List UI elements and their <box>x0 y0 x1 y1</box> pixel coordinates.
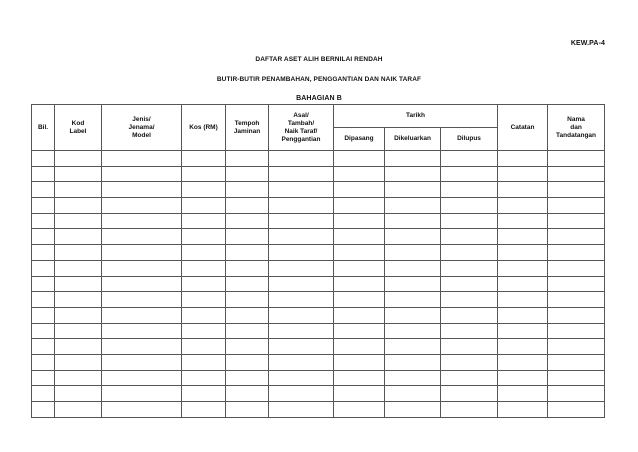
table-cell[interactable] <box>441 229 498 245</box>
table-cell[interactable] <box>385 323 441 339</box>
table-cell[interactable] <box>102 323 182 339</box>
table-cell[interactable] <box>548 370 605 386</box>
table-cell[interactable] <box>55 229 102 245</box>
table-cell[interactable] <box>385 229 441 245</box>
table-cell[interactable] <box>102 213 182 229</box>
table-cell[interactable] <box>334 292 385 308</box>
table-cell[interactable] <box>269 213 334 229</box>
table-cell[interactable] <box>182 245 226 261</box>
table-cell[interactable] <box>32 323 55 339</box>
table-cell[interactable] <box>498 386 548 402</box>
table-cell[interactable] <box>385 370 441 386</box>
table-cell[interactable] <box>334 182 385 198</box>
table-cell[interactable] <box>55 323 102 339</box>
table-cell[interactable] <box>182 354 226 370</box>
table-cell[interactable] <box>334 386 385 402</box>
table-cell[interactable] <box>385 260 441 276</box>
table-cell[interactable] <box>498 151 548 167</box>
table-cell[interactable] <box>55 166 102 182</box>
table-cell[interactable] <box>441 213 498 229</box>
table-cell[interactable] <box>182 260 226 276</box>
table-row <box>32 276 605 292</box>
table-cell[interactable] <box>385 245 441 261</box>
table-cell[interactable] <box>102 229 182 245</box>
col-header-nama: Nama dan Tandatangan <box>548 105 605 151</box>
table-cell[interactable] <box>269 229 334 245</box>
table-cell[interactable] <box>548 213 605 229</box>
table-row <box>32 370 605 386</box>
table-cell[interactable] <box>55 354 102 370</box>
table-cell[interactable] <box>55 386 102 402</box>
table-cell[interactable] <box>385 354 441 370</box>
table-cell[interactable] <box>269 370 334 386</box>
table-cell[interactable] <box>32 182 55 198</box>
table-cell[interactable] <box>548 151 605 167</box>
table-cell[interactable] <box>182 213 226 229</box>
table-cell[interactable] <box>385 386 441 402</box>
table-cell[interactable] <box>182 166 226 182</box>
table-cell[interactable] <box>498 198 548 214</box>
table-cell[interactable] <box>498 166 548 182</box>
table-cell[interactable] <box>226 402 269 418</box>
form-reference: KEW.PA-4 <box>570 40 605 47</box>
table-cell[interactable] <box>182 370 226 386</box>
col-header-asal: Asal/ Tambah/ Naik Taraf/ Penggantian <box>269 105 334 151</box>
table-cell[interactable] <box>182 198 226 214</box>
table-cell[interactable] <box>55 276 102 292</box>
col-header-tarikh: Tarikh <box>334 105 498 128</box>
table-cell[interactable] <box>32 370 55 386</box>
table-cell[interactable] <box>226 182 269 198</box>
table-cell[interactable] <box>182 307 226 323</box>
table-row <box>32 292 605 308</box>
table-cell[interactable] <box>385 151 441 167</box>
table-cell[interactable] <box>32 151 55 167</box>
table-cell[interactable] <box>102 276 182 292</box>
table-cell[interactable] <box>55 182 102 198</box>
table-cell[interactable] <box>441 151 498 167</box>
table-cell[interactable] <box>182 386 226 402</box>
table-cell[interactable] <box>385 182 441 198</box>
table-cell[interactable] <box>269 151 334 167</box>
table-cell[interactable] <box>548 354 605 370</box>
document-title: DAFTAR ASET ALIH BERNILAI RENDAH <box>255 56 383 63</box>
table-cell[interactable] <box>55 260 102 276</box>
table-cell[interactable] <box>32 245 55 261</box>
table-cell[interactable] <box>441 260 498 276</box>
table-cell[interactable] <box>498 245 548 261</box>
table-cell[interactable] <box>55 198 102 214</box>
table-cell[interactable] <box>385 402 441 418</box>
col-header-jenis: Jenis/ Jenama/ Model <box>102 105 182 151</box>
table-cell[interactable] <box>269 307 334 323</box>
table-cell[interactable] <box>498 182 548 198</box>
table-cell[interactable] <box>548 260 605 276</box>
table-row <box>32 229 605 245</box>
table-cell[interactable] <box>548 245 605 261</box>
table-cell[interactable] <box>226 354 269 370</box>
table-cell[interactable] <box>498 229 548 245</box>
table-cell[interactable] <box>55 213 102 229</box>
col-header-kod-label: Kod Label <box>55 105 102 151</box>
table-cell[interactable] <box>334 323 385 339</box>
table-cell[interactable] <box>32 292 55 308</box>
table-cell[interactable] <box>385 307 441 323</box>
table-cell[interactable] <box>441 307 498 323</box>
table-row <box>32 323 605 339</box>
table-cell[interactable] <box>334 402 385 418</box>
col-header-tempoh: Tempoh Jaminan <box>226 105 269 151</box>
table-cell[interactable] <box>182 229 226 245</box>
table-cell[interactable] <box>102 198 182 214</box>
table-cell[interactable] <box>226 166 269 182</box>
table-cell[interactable] <box>334 151 385 167</box>
table-cell[interactable] <box>226 276 269 292</box>
table-cell[interactable] <box>55 245 102 261</box>
table-cell[interactable] <box>548 323 605 339</box>
table-cell[interactable] <box>102 370 182 386</box>
table-cell[interactable] <box>269 386 334 402</box>
table-cell[interactable] <box>548 292 605 308</box>
table-row <box>32 402 605 418</box>
table-body <box>32 151 605 418</box>
table-cell[interactable] <box>182 151 226 167</box>
table-cell[interactable] <box>32 276 55 292</box>
table-cell[interactable] <box>269 292 334 308</box>
table-cell[interactable] <box>32 402 55 418</box>
table-cell[interactable] <box>32 213 55 229</box>
table-cell[interactable] <box>32 229 55 245</box>
table-cell[interactable] <box>269 182 334 198</box>
table-cell[interactable] <box>498 323 548 339</box>
table-cell[interactable] <box>32 386 55 402</box>
col-header-kos: Kos (RM) <box>182 105 226 151</box>
table-cell[interactable] <box>226 386 269 402</box>
table-row <box>32 151 605 167</box>
table-cell[interactable] <box>334 339 385 355</box>
table-cell[interactable] <box>385 198 441 214</box>
table-cell[interactable] <box>32 198 55 214</box>
table-cell[interactable] <box>441 198 498 214</box>
table-cell[interactable] <box>548 339 605 355</box>
table-cell[interactable] <box>334 260 385 276</box>
table-row <box>32 354 605 370</box>
table-cell[interactable] <box>334 276 385 292</box>
table-cell[interactable] <box>182 182 226 198</box>
table-cell[interactable] <box>102 151 182 167</box>
table-cell[interactable] <box>385 276 441 292</box>
table-cell[interactable] <box>441 245 498 261</box>
asset-register-table <box>31 104 605 418</box>
table-cell[interactable] <box>334 229 385 245</box>
table-cell[interactable] <box>498 339 548 355</box>
table-cell[interactable] <box>441 339 498 355</box>
table-cell[interactable] <box>226 370 269 386</box>
table-cell[interactable] <box>226 213 269 229</box>
table-row <box>32 198 605 214</box>
table-cell[interactable] <box>55 151 102 167</box>
table-row <box>32 386 605 402</box>
table-cell[interactable] <box>498 260 548 276</box>
table-cell[interactable] <box>548 229 605 245</box>
table-cell[interactable] <box>226 229 269 245</box>
table-cell[interactable] <box>226 307 269 323</box>
col-header-catatan: Catatan <box>498 105 548 151</box>
table-cell[interactable] <box>441 402 498 418</box>
table-cell[interactable] <box>226 292 269 308</box>
table-cell[interactable] <box>226 198 269 214</box>
table-cell[interactable] <box>548 182 605 198</box>
table-cell[interactable] <box>334 213 385 229</box>
table-cell[interactable] <box>334 354 385 370</box>
table-cell[interactable] <box>498 292 548 308</box>
table-row <box>32 307 605 323</box>
table-row <box>32 182 605 198</box>
table-cell[interactable] <box>32 354 55 370</box>
table-cell[interactable] <box>334 370 385 386</box>
table-cell[interactable] <box>334 198 385 214</box>
table-cell[interactable] <box>102 307 182 323</box>
table-cell[interactable] <box>498 354 548 370</box>
table-cell[interactable] <box>548 307 605 323</box>
table-row <box>32 339 605 355</box>
col-header-dipasang: Dipasang <box>334 128 385 151</box>
table-cell[interactable] <box>55 339 102 355</box>
table-cell[interactable] <box>269 354 334 370</box>
table-cell[interactable] <box>385 213 441 229</box>
col-header-dikeluarkan: Dikeluarkan <box>385 128 441 151</box>
table-cell[interactable] <box>548 198 605 214</box>
table-cell[interactable] <box>55 402 102 418</box>
table-row <box>32 260 605 276</box>
table-cell[interactable] <box>334 307 385 323</box>
table-cell[interactable] <box>498 213 548 229</box>
table-cell[interactable] <box>498 402 548 418</box>
table-cell[interactable] <box>548 276 605 292</box>
document-subtitle: BUTIR-BUTIR PENAMBAHAN, PENGGANTIAN DAN NAIK TARAF <box>216 76 422 83</box>
table-cell[interactable] <box>102 339 182 355</box>
table-cell[interactable] <box>102 182 182 198</box>
table-cell[interactable] <box>269 276 334 292</box>
table-cell[interactable] <box>498 276 548 292</box>
table-cell[interactable] <box>441 182 498 198</box>
table-cell[interactable] <box>102 166 182 182</box>
table-cell[interactable] <box>441 166 498 182</box>
table-cell[interactable] <box>269 339 334 355</box>
table-cell[interactable] <box>226 260 269 276</box>
table-cell[interactable] <box>226 339 269 355</box>
table-cell[interactable] <box>102 245 182 261</box>
table-cell[interactable] <box>32 307 55 323</box>
table-cell[interactable] <box>385 166 441 182</box>
table-cell[interactable] <box>441 370 498 386</box>
table-cell[interactable] <box>441 276 498 292</box>
table-cell[interactable] <box>548 166 605 182</box>
table-row <box>32 166 605 182</box>
table-cell[interactable] <box>498 307 548 323</box>
table-cell[interactable] <box>102 292 182 308</box>
table-cell[interactable] <box>55 370 102 386</box>
table-cell[interactable] <box>102 354 182 370</box>
table-cell[interactable] <box>182 339 226 355</box>
table-row <box>32 213 605 229</box>
table-cell[interactable] <box>55 307 102 323</box>
table-cell[interactable] <box>441 323 498 339</box>
table-cell[interactable] <box>385 292 441 308</box>
table-row <box>32 245 605 261</box>
table-cell[interactable] <box>334 166 385 182</box>
table-cell[interactable] <box>102 386 182 402</box>
table-cell[interactable] <box>441 386 498 402</box>
table-cell[interactable] <box>226 323 269 339</box>
table-cell[interactable] <box>32 339 55 355</box>
table-cell[interactable] <box>32 166 55 182</box>
table-cell[interactable] <box>441 354 498 370</box>
table-cell[interactable] <box>334 245 385 261</box>
table-cell[interactable] <box>269 260 334 276</box>
table-cell[interactable] <box>548 402 605 418</box>
table-cell[interactable] <box>441 292 498 308</box>
table-cell[interactable] <box>182 276 226 292</box>
table-cell[interactable] <box>548 386 605 402</box>
table-cell[interactable] <box>32 260 55 276</box>
table-cell[interactable] <box>269 198 334 214</box>
table-cell[interactable] <box>269 245 334 261</box>
table-cell[interactable] <box>226 151 269 167</box>
table-cell[interactable] <box>269 166 334 182</box>
col-header-bil: Bil. <box>32 105 55 151</box>
table-cell[interactable] <box>102 402 182 418</box>
table-cell[interactable] <box>269 323 334 339</box>
table-cell[interactable] <box>226 245 269 261</box>
table-cell[interactable] <box>269 402 334 418</box>
table-cell[interactable] <box>385 339 441 355</box>
section-title: BAHAGIAN B <box>296 95 342 102</box>
table-cell[interactable] <box>102 260 182 276</box>
table-cell[interactable] <box>182 292 226 308</box>
table-cell[interactable] <box>55 292 102 308</box>
table-cell[interactable] <box>182 402 226 418</box>
table-cell[interactable] <box>498 370 548 386</box>
table-cell[interactable] <box>182 323 226 339</box>
col-header-dilupus: Dilupus <box>441 128 498 151</box>
